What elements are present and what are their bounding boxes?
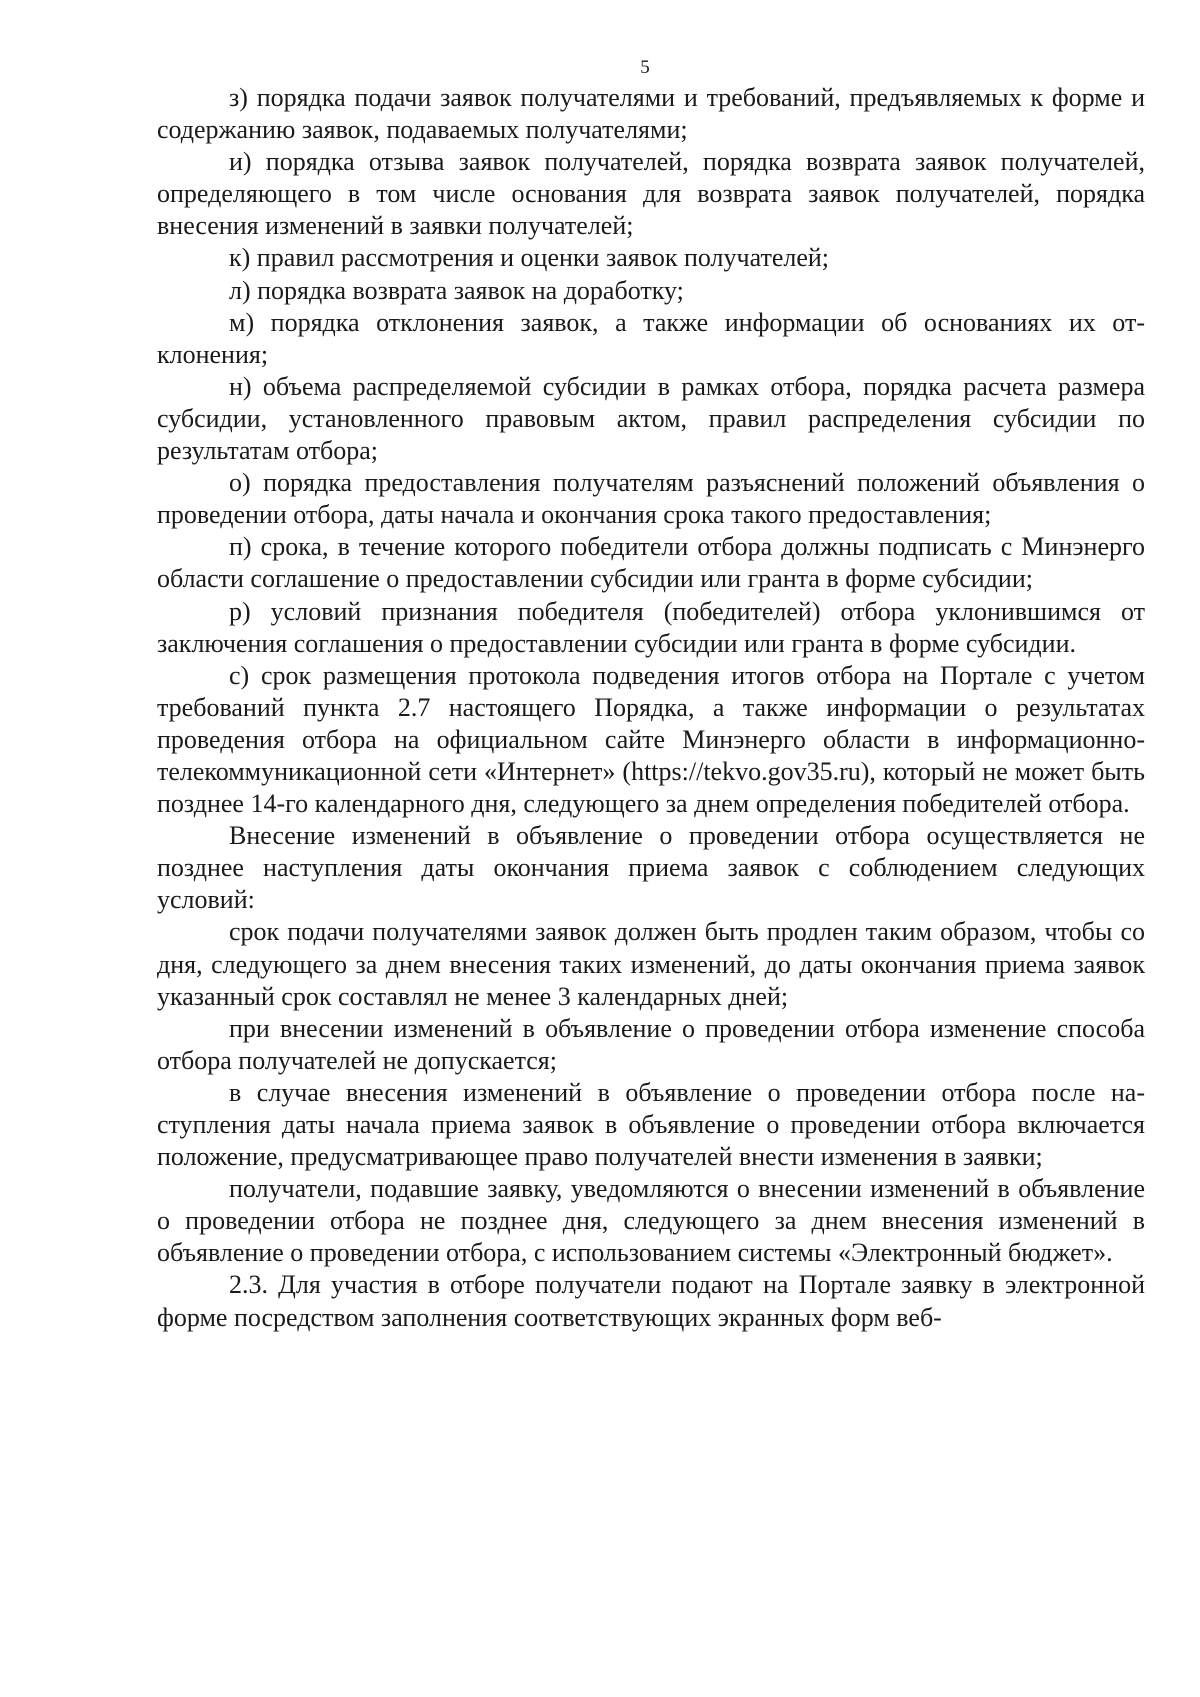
paragraph-s: с) срок размещения протокола подведения итогов отбора на Портале с учетом требований пункта 2.7 настоящего Порядка, а также информации о результатах проведения отбора на официальном сайте Минэнерго области в информационно-телекоммуникационной сети «Интернет» (https://tekvo.gov35.ru), который не может быть позднее 14-го календарного дня, следующего за днем определения победителей отбора. [157, 660, 1145, 819]
paragraph-l: л) порядка возврата заявок на доработку; [229, 275, 684, 305]
paragraph-amendments-intro: Внесение изменений в объявление о проведении отбора осуществляется не позднее наступления даты окончания приема заявок с соблюдением следующих условий: [157, 821, 1145, 915]
document-body [157, 82, 1145, 1334]
paragraph-2-3: 2.3. Для участия в отборе получатели подают на Портале заявку в электронной форме посредством заполнения соответствующих экранных форм веб- [157, 1270, 1145, 1332]
paragraph-r: р) условий признания победителя (победителей) отбора уклонившимся от заключения соглашения о предоставлении субсидии или гранта в форме субсидии. [157, 596, 1145, 658]
paragraph-notification: получатели, подавшие заявку, уведомляются о внесении изменений в объявление о проведении отбора не позднее дня, следующего за днем внесения изменений в объявление о проведении отбора, с использованием системы «Электронный бюджет». [157, 1174, 1145, 1268]
paragraph-method-change: при внесении изменений в объявление о проведении отбора изменение способа отбора получателей не допускается; [157, 1013, 1145, 1075]
paragraph-z: з) порядка подачи заявок получателями и требований, предъявляемых к форме и содержанию заявок, подаваемых получателями; [157, 83, 1145, 145]
paragraph-o: о) порядка предоставления получателям разъяснений положений объявления о проведении отбора, даты начала и окончания срока такого предоставления; [157, 468, 1145, 530]
page-number: 5 [640, 57, 650, 78]
paragraph-k: к) правил рассмотрения и оценки заявок получателей; [229, 243, 830, 273]
paragraph-p: п) срока, в течение которого победители отбора должны подписать с Минэнерго области соглашение о предоставлении субсидии или гранта в форме субсидии; [157, 532, 1145, 594]
paragraph-i: и) порядка отзыва заявок получателей, порядка возврата заявок получателей, определяющего в том числе основания для возврата заявок получателей, порядка внесения изменений в заявки получателей; [157, 147, 1145, 241]
paragraph-m: м) порядка отклонения заявок, а также информации об основаниях их отклонения; [157, 307, 1145, 369]
paragraph-changes-after-start: в случае внесения изменений в объявление о проведении отбора после наступления даты начала приема заявок в объявление о проведении отбора включается положение, предусматривающее право получателей внести изменения в заявки; [157, 1077, 1145, 1172]
paragraph-deadline-extension: срок подачи получателями заявок должен быть продлен таким образом, чтобы со дня, следующего за днем внесения таких изменений, до даты окончания приема заявок указанный срок составлял не менее 3 календарных дней; [157, 917, 1145, 1011]
paragraph-n: н) объема распределяемой субсидии в рамках отбора, порядка расчета размера субсидии, установленного правовым актом, правил распределения субсидии по результатам отбора; [157, 371, 1145, 466]
